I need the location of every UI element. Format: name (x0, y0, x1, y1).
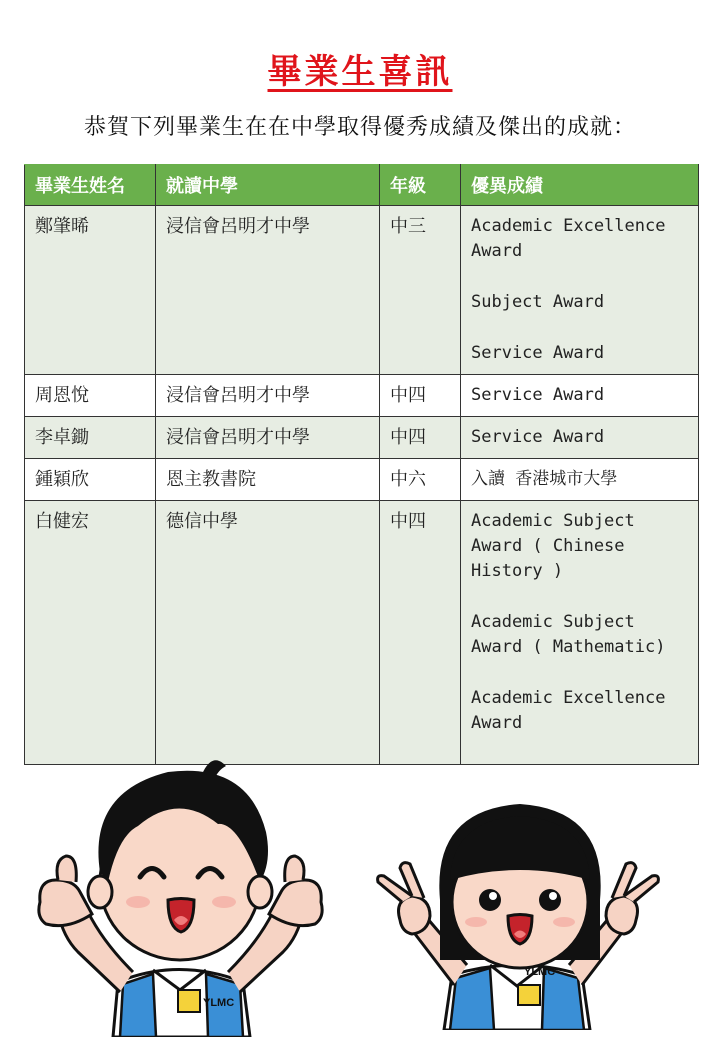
student-school: 恩主教書院 (156, 459, 380, 501)
award-item: Service Award (471, 385, 605, 405)
student-awards (461, 459, 699, 501)
award-item: Academic Subject Award ( Mathematic) (471, 612, 666, 657)
student-school: 浸信會呂明才中學 (156, 206, 380, 375)
student-grade: 中四 (380, 417, 461, 459)
table-row (25, 417, 699, 459)
award-item: Service Award (471, 343, 605, 363)
award-item: Academic Excellence Award (471, 216, 676, 261)
header-award: 優異成績 (461, 165, 699, 206)
graduates-table (24, 164, 699, 765)
boy-badge-text: YLMC (203, 997, 235, 1009)
student-grade: 中四 (380, 501, 461, 765)
student-school: 德信中學 (156, 501, 380, 765)
student-awards (461, 206, 699, 375)
girl-mascot-illustration (372, 790, 672, 1030)
page-subtitle: 恭賀下列畢業生在在中學取得優秀成績及傑出的成就： (83, 115, 636, 140)
student-awards (461, 417, 699, 459)
student-grade: 中六 (380, 459, 461, 501)
header-grade: 年級 (380, 165, 461, 206)
table-row (25, 501, 699, 765)
student-grade: 中四 (380, 375, 461, 417)
student-name: 周恩悅 (25, 375, 156, 417)
student-school: 浸信會呂明才中學 (156, 417, 380, 459)
student-grade: 中三 (380, 206, 461, 375)
table-row (25, 206, 699, 375)
header-school: 就讀中學 (156, 165, 380, 206)
page-title: 畢業生喜訊 (267, 52, 453, 92)
student-name: 鍾穎欣 (25, 459, 156, 501)
award-item: Subject Award (471, 292, 605, 312)
award-item: 入讀 香港城市大學 (471, 469, 618, 489)
header-name: 畢業生姓名 (25, 165, 156, 206)
student-awards (461, 501, 699, 765)
boy-mascot-illustration (28, 752, 333, 1037)
award-item: Academic Subject Award ( Chinese History ) (471, 511, 646, 581)
student-name: 白健宏 (25, 501, 156, 765)
table-row (25, 459, 699, 501)
student-awards (461, 375, 699, 417)
student-name: 鄭肇晞 (25, 206, 156, 375)
award-item: Service Award (471, 427, 605, 447)
student-school: 浸信會呂明才中學 (156, 375, 380, 417)
student-name: 李卓鋤 (25, 417, 156, 459)
table-row (25, 375, 699, 417)
girl-badge-text: YLMC (524, 966, 556, 978)
table-header-row (25, 165, 699, 206)
award-item: Academic Excellence Award (471, 688, 676, 733)
